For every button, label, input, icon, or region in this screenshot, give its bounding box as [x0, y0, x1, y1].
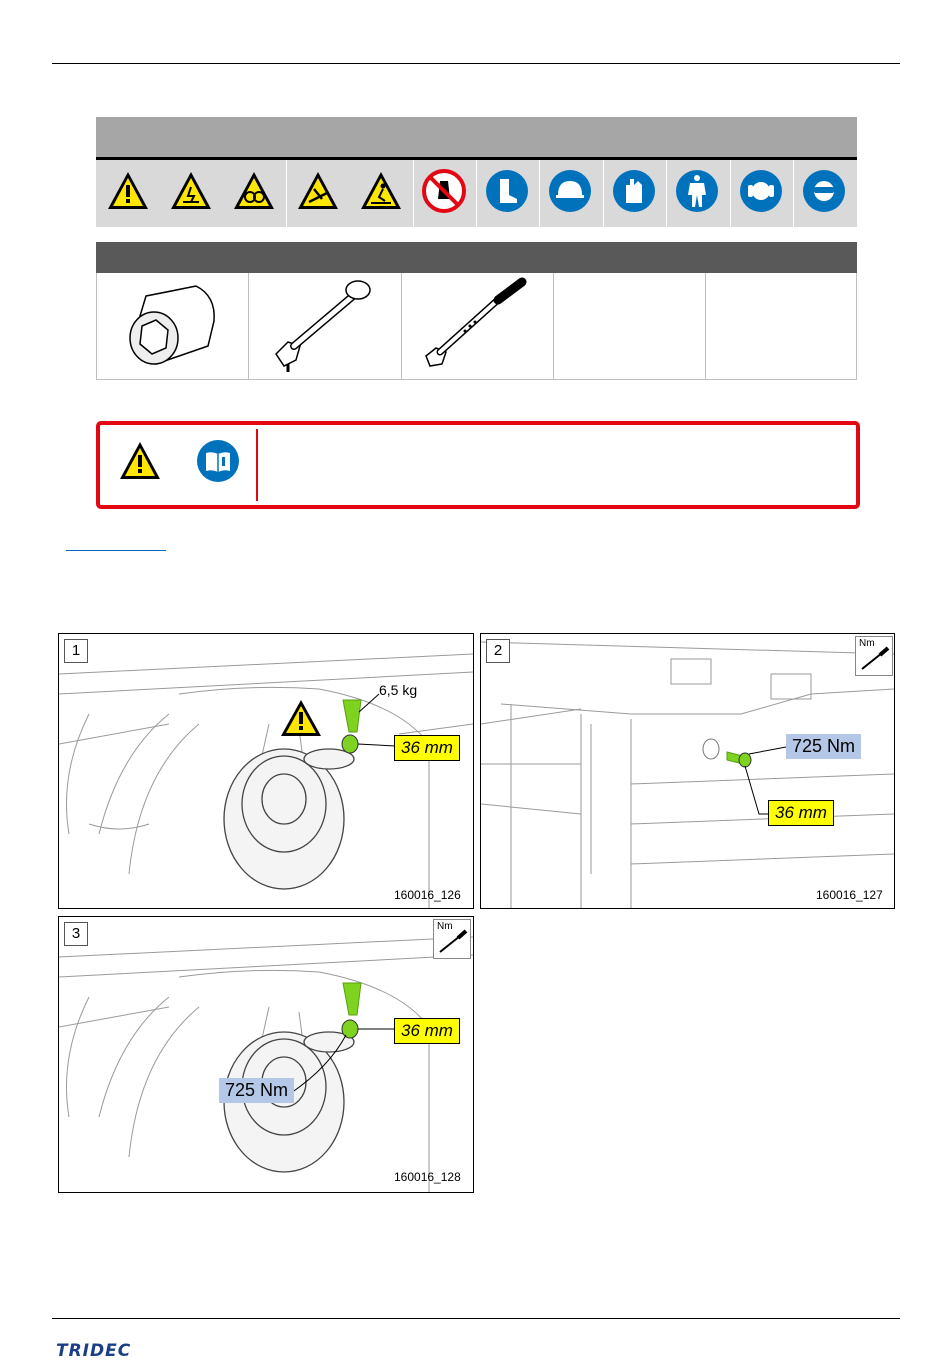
torque-wrench-badge: Nm: [433, 919, 471, 959]
hard-hat-icon: [548, 169, 592, 213]
gloves-icon: [612, 169, 656, 213]
figure-id: 160016_127: [816, 888, 883, 902]
fall-warning-icon: [359, 169, 403, 213]
entanglement-warning-icon: [232, 169, 276, 213]
safety-icons: [96, 117, 857, 227]
figure-2: [480, 633, 895, 909]
weight-label: 6,5 kg: [379, 682, 418, 698]
no-touch-prohibition-icon: [422, 169, 466, 213]
figure-id: 160016_128: [394, 1170, 461, 1184]
header-rule: [52, 63, 900, 64]
socket-icon: [116, 276, 226, 376]
general-warning-icon: [118, 439, 162, 483]
figure-number: 3: [64, 922, 88, 946]
electric-warning-icon: [169, 169, 213, 213]
footer-rule: [52, 1318, 900, 1319]
tridec-logo: TRIDEC: [56, 1341, 132, 1361]
torque-wrench-badge: Nm: [855, 636, 893, 676]
ear-protection-icon: [739, 169, 783, 213]
torque-wrench-icon: [420, 276, 530, 376]
overalls-icon: [675, 169, 719, 213]
figure-id: 160016_126: [394, 888, 461, 902]
socket-size-callout: 36 mm: [768, 800, 834, 826]
tools-table: [96, 242, 857, 380]
socket-size-callout: 36 mm: [394, 735, 460, 761]
safety-boots-icon: [485, 169, 529, 213]
figure-3-illustration: [59, 917, 473, 1192]
eye-protection-icon: [802, 169, 846, 213]
figure-number: 1: [64, 639, 88, 663]
torque-callout: 725 Nm: [219, 1078, 294, 1103]
warning-notice-box: [96, 421, 860, 509]
tools-table-header: [96, 242, 857, 273]
torque-wrench-icon: [436, 928, 468, 956]
figure-2-illustration: [481, 634, 894, 908]
figure-1-illustration: [59, 634, 473, 908]
read-manual-icon: [196, 439, 240, 483]
general-warning-icon: [106, 169, 150, 213]
torque-callout: 725 Nm: [786, 734, 861, 759]
ratchet-icon: [268, 276, 378, 376]
crush-warning-icon: [296, 169, 340, 213]
figure-1: [58, 633, 474, 909]
figure-3: [58, 916, 474, 1193]
socket-size-callout: 36 mm: [394, 1018, 460, 1044]
hyperlink-underline[interactable]: [66, 550, 166, 551]
figure-number: 2: [486, 639, 510, 663]
torque-wrench-icon: [858, 645, 890, 673]
